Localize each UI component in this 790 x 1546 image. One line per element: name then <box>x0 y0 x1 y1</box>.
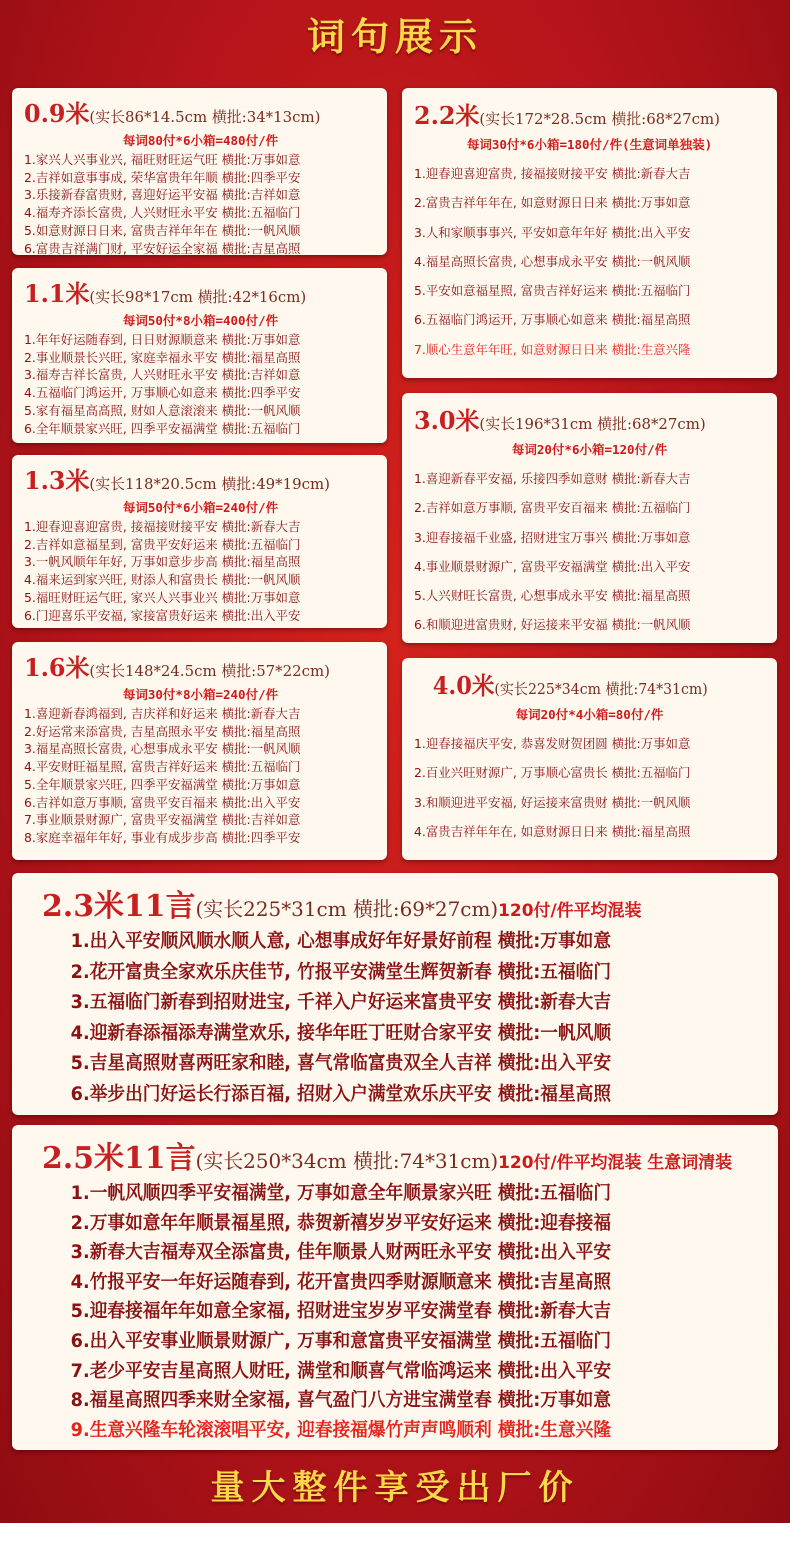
spec-label: (实长118*20.5cm 横批:49*19cm) <box>89 475 330 493</box>
size-label: 2.2米 <box>414 101 480 130</box>
card-header <box>414 96 763 131</box>
size-label: 0.9米 <box>24 99 90 128</box>
couplet-line: 4.竹报平安一年好运随春到, 花开富贵四季财源顺意来 横批:吉星高照 <box>70 1271 612 1293</box>
couplet-line: 7.老少平安吉星高照人财旺, 满堂和顺喜气常临鸿运来 横批:出入平安 <box>70 1360 612 1382</box>
couplet-line: 6.五福临门鸿运开, 万事顺心如意来 横批:福星高照 <box>414 312 691 328</box>
couplet-line: 7.事业顺景财源广, 富贵平安福满堂 横批:吉祥如意 <box>24 812 301 828</box>
size-label: 1.3米 <box>24 466 90 495</box>
couplet-line: 1.出入平安顺风顺水顺人意, 心想事成好年好景好前程 横批:万事如意 <box>70 931 612 952</box>
product-card-2.3m-11 <box>12 873 778 1115</box>
card-header <box>24 94 375 129</box>
packing-label: 120付/件平均混装 <box>498 901 642 921</box>
card-header <box>414 401 763 436</box>
card-header <box>24 461 375 496</box>
packing-label: 每词20付*6小箱=120付/件 <box>511 442 668 457</box>
couplet-line: 4.事业顺景财源广, 富贵平安福满堂 横批:出入平安 <box>414 558 691 574</box>
card-header <box>42 881 766 925</box>
couplet-line: 1.喜迎新春鸿福到, 吉庆祥和好运来 横批:新春大吉 <box>24 706 301 721</box>
spec-label: (实长98*17cm 横批:42*16cm) <box>89 288 307 306</box>
couplet-line: 4.福寿齐添长富贵, 人兴财旺永平安 横批:五福临门 <box>24 205 301 221</box>
couplet-line: 1.年年好运随春到, 日日财源顺意来 横批:万事如意 <box>24 332 301 347</box>
couplet-line: 5.家有福星高高照, 财如人意滚滚来 横批:一帆风顺 <box>24 402 301 418</box>
couplet-line: 1.家兴人兴事业兴, 福旺财旺运气旺 横批:万事如意 <box>24 152 301 167</box>
spec-label: (实长196*31cm 横批:68*27cm) <box>479 415 706 433</box>
couplet-line: 1.迎春迎喜迎富贵, 接福接财接平安 横批:新春大吉 <box>414 166 691 181</box>
spec-label: (实长250*34cm 横批:74*31cm) <box>195 1149 499 1173</box>
couplet-line: 5.平安如意福星照, 富贵吉祥好运来 横批:五福临门 <box>414 283 691 299</box>
couplet-line: 4.五福临门鸿运开, 万事顺心如意来 横批:四季平安 <box>24 385 301 401</box>
couplet-line: 5.人兴财旺长富贵, 心想事成永平安 横批:福星高照 <box>414 588 691 604</box>
couplet-list <box>24 705 377 847</box>
product-card-1.3m <box>12 455 387 628</box>
couplet-line: 5.迎春接福年年如意全家福, 招财进宝岁岁平安满堂春 横批:新春大吉 <box>70 1301 612 1323</box>
couplet-line: 6.富贵吉祥满门财, 平安好运全家福 横批:吉星高照 <box>24 240 301 256</box>
couplet-line: 3.迎春接福千业盛, 招财进宝万事兴 横批:万事如意 <box>414 529 691 545</box>
couplet-list <box>414 464 765 640</box>
couplet-line: 4.富贵吉祥年年在, 如意财源日日来 横批:福星高照 <box>414 823 691 839</box>
couplet-line: 6.门迎喜乐平安福, 家接富贵好运来 横批:出入平安 <box>24 607 301 623</box>
spec-label: (实长172*28.5cm 横批:68*27cm) <box>479 110 720 128</box>
packing-label: 每词30付*6小箱=180付/件(生意词单独装) <box>466 137 713 152</box>
couplet-line: 3.乐接新春富贵财, 喜迎好运平安福 横批:吉祥如意 <box>24 187 301 203</box>
page-title: 词句展示 <box>306 15 483 59</box>
couplet-line: 2.吉祥如意事事成, 荣华富贵年年顺 横批:四季平安 <box>24 169 301 185</box>
product-card-1.6m <box>12 642 387 860</box>
couplet-line: 4.平安财旺福星照, 富贵吉祥好运来 横批:五福临门 <box>24 759 301 775</box>
couplet-line: 2.吉祥如意福星到, 富贵平安好运来 横批:五福临门 <box>24 536 301 552</box>
packing-label: 每词50付*8小箱=400付/件 <box>122 313 279 328</box>
couplet-line: 2.万事如意年年顺景福星照, 恭贺新禧岁岁平安好运来 横批:迎春接福 <box>70 1212 612 1234</box>
couplet-list <box>24 518 377 624</box>
packing-label: 120付/件平均混装 生意词清装 <box>498 1153 733 1173</box>
couplet-line: 1.喜迎新春平安福, 乐接四季如意财 横批:新春大吉 <box>414 471 691 486</box>
product-card-2.2m <box>402 88 777 378</box>
couplet-line: 8.家庭幸福年年好, 事业有成步步高 横批:四季平安 <box>24 829 301 845</box>
product-card-4.0m <box>402 658 777 860</box>
couplet-line: 5.福旺财旺运气旺, 家兴人兴事业兴 横批:万事如意 <box>24 589 301 605</box>
couplet-line: 1.迎春接福庆平安, 恭喜发财贺团圆 横批:万事如意 <box>414 736 691 751</box>
spec-label: (实长225*34cm 横批:74*31cm) <box>494 680 708 698</box>
couplet-line: 3.一帆风顺年年好, 万事如意步步高 横批:福星高照 <box>24 554 301 570</box>
size-label: 4.0米 <box>432 671 495 700</box>
spec-label: (实长86*14.5cm 横批:34*13cm) <box>89 108 321 126</box>
packing-label: 每词30付*8小箱=240付/件 <box>122 687 279 702</box>
couplet-list <box>24 151 377 257</box>
couplet-line: 2.花开富贵全家欢乐庆佳节, 竹报平安满堂生辉贺新春 横批:五福临门 <box>70 961 612 983</box>
size-label: 1.6米 <box>24 653 90 682</box>
couplet-line: 6.和顺迎进富贵财, 好运接来平安福 横批:一帆风顺 <box>414 617 691 633</box>
couplet-line: 4.迎新春添福添寿满堂欢乐, 接华年旺丁旺财合家平安 横批:一帆风顺 <box>70 1022 612 1044</box>
packing-label: 每词20付*4小箱=80付/件 <box>515 707 664 722</box>
couplet-list <box>42 1179 768 1445</box>
packing-label: 每词80付*6小箱=480付/件 <box>122 133 279 148</box>
couplet-line: 2.事业顺景长兴旺, 家庭幸福永平安 横批:福星高照 <box>24 349 301 365</box>
couplet-line: 1.一帆风顺四季平安福满堂, 万事如意全年顺景家兴旺 横批:五福临门 <box>70 1183 612 1204</box>
product-card-2.5m-11 <box>12 1125 778 1450</box>
couplet-line: 5.全年顺景家兴旺, 四季平安福满堂 横批:万事如意 <box>24 776 301 792</box>
spec-label: (实长148*24.5cm 横批:57*22cm) <box>89 662 330 680</box>
couplet-line: 6.全年顺景家兴旺, 四季平安福满堂 横批:五福临门 <box>24 420 301 436</box>
spec-label: (实长225*31cm 横批:69*27cm) <box>195 897 499 921</box>
couplet-line: 6.吉祥如意万事顺, 富贵平安百福来 横批:出入平安 <box>24 794 301 810</box>
couplet-line: 3.和顺迎进平安福, 好运接来富贵财 横批:一帆风顺 <box>414 794 691 810</box>
couplet-line: 5.吉星高照财喜两旺家和睦, 喜气常临富贵双全人吉祥 横批:出入平安 <box>70 1053 612 1075</box>
couplet-line: 1.迎春迎喜迎富贵, 接福接财接平安 横批:新春大吉 <box>24 519 301 534</box>
card-header <box>24 274 375 309</box>
size-label: 1.1米 <box>24 279 90 308</box>
footer-slogan: 量大整件享受出厂价 <box>210 1468 580 1508</box>
size-label: 3.0米 <box>414 406 480 435</box>
couplet-line: 3.五福临门新春到招财进宝, 千祥入户好运来富贵平安 横批:新春大吉 <box>70 992 612 1014</box>
couplet-line: 8.福星高照四季来财全家福, 喜气盈门八方进宝满堂春 横批:万事如意 <box>70 1390 612 1412</box>
couplet-list <box>414 729 765 846</box>
product-card-0.9m <box>12 88 387 255</box>
couplet-line: 4.福星高照长富贵, 心想事成永平安 横批:一帆风顺 <box>414 253 691 269</box>
bottom-band <box>0 1523 790 1546</box>
couplet-line: 2.好运常来添富贵, 吉星高照永平安 横批:福星高照 <box>24 723 301 739</box>
packing-label: 每词50付*6小箱=240付/件 <box>122 500 279 515</box>
couplet-line: 3.人和家顺事事兴, 平安如意年年好 横批:出入平安 <box>414 224 691 240</box>
couplet-line: 4.福来运到家兴旺, 财添人和富贵长 横批:一帆风顺 <box>24 572 301 588</box>
card-header <box>24 648 375 683</box>
couplet-list <box>414 159 765 364</box>
couplet-line: 5.如意财源日日来, 富贵吉祥年年在 横批:一帆风顺 <box>24 222 301 238</box>
card-header <box>42 1133 766 1177</box>
couplet-line: 3.福寿吉祥长富贵, 人兴财旺永平安 横批:吉祥如意 <box>24 367 301 383</box>
couplet-list <box>42 927 768 1111</box>
size-label: 2.3米11言 <box>42 889 196 924</box>
product-card-3.0m <box>402 393 777 643</box>
card-header <box>414 666 743 701</box>
couplet-list <box>24 331 377 437</box>
couplet-line: 3.福星高照长富贵, 心想事成永平安 横批:一帆风顺 <box>24 741 301 757</box>
couplet-line: 6.举步出门好运长行添百福, 招财入户满堂欢乐庆平安 横批:福星高照 <box>70 1083 612 1105</box>
couplet-line: 2.百业兴旺财源广, 万事顺心富贵长 横批:五福临门 <box>414 765 691 781</box>
couplet-line: 9.生意兴隆车轮滚滚唱平安, 迎春接福爆竹声声鸣顺利 横批:生意兴隆 <box>70 1419 612 1441</box>
product-card-1.1m <box>12 268 387 443</box>
size-label: 2.5米11言 <box>42 1141 196 1176</box>
couplet-line: 2.吉祥如意万事顺, 富贵平安百福来 横批:五福临门 <box>414 500 691 516</box>
couplet-line: 7.顺心生意年年旺, 如意财源日日来 横批:生意兴隆 <box>414 341 691 357</box>
couplet-line: 6.出入平安事业顺景财源广, 万事和意富贵平安福满堂 横批:五福临门 <box>70 1330 612 1352</box>
couplet-line: 3.新春大吉福寿双全添富贵, 佳年顺景人财两旺永平安 横批:出入平安 <box>70 1242 612 1264</box>
couplet-line: 2.富贵吉祥年年在, 如意财源日日来 横批:万事如意 <box>414 195 691 211</box>
